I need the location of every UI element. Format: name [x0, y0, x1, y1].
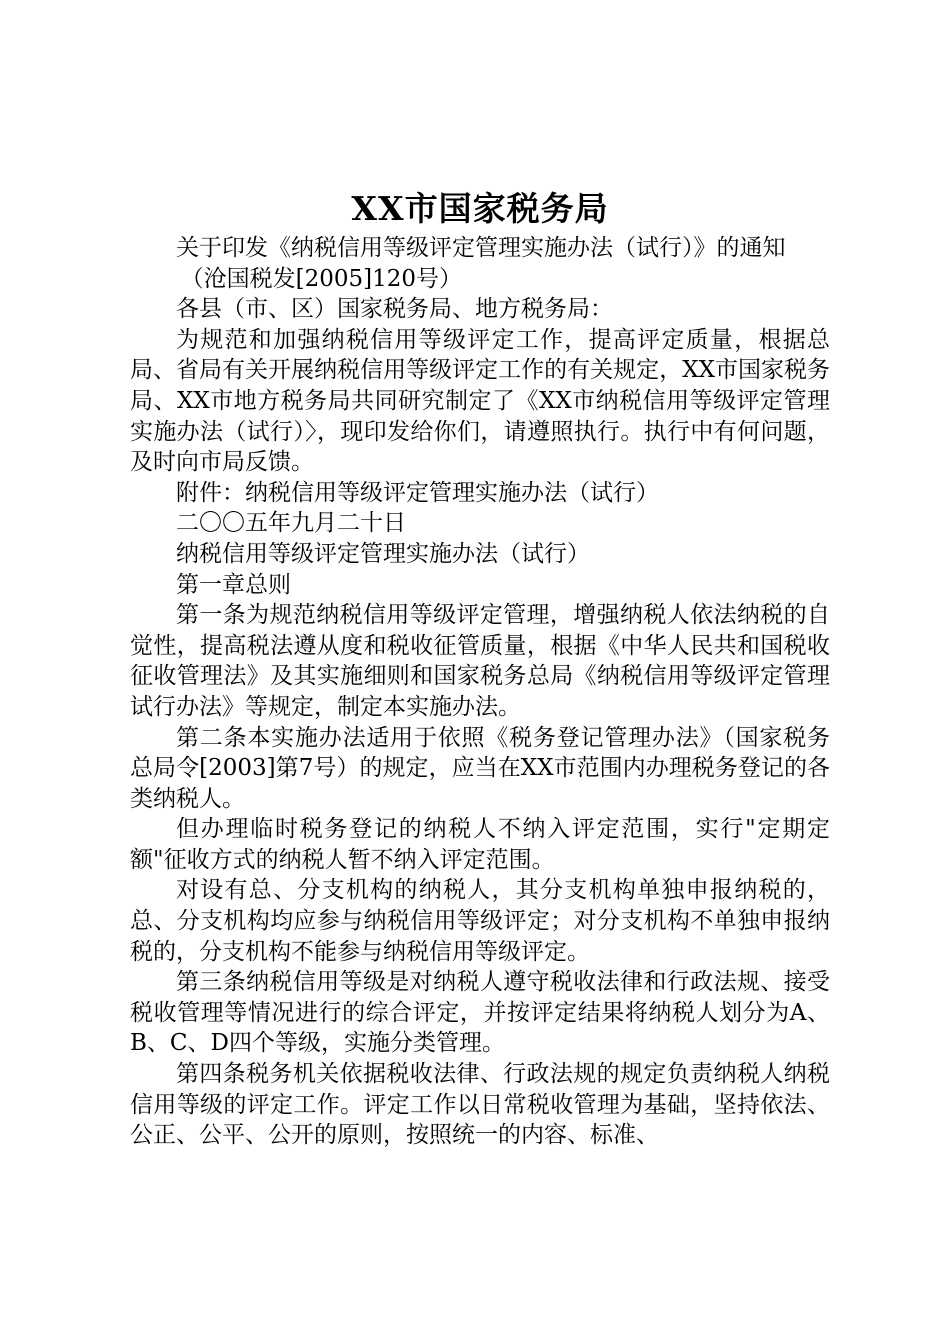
- article-3: 第三条纳税信用等级是对纳税人遵守税收法律和行政法规、接受税收管理等情况进行的综合评定，并按评定结果将纳税人划分为A、B、C、D四个等级，实施分类管理。: [130, 969, 830, 1057]
- chapter-heading: 第一章总则: [176, 571, 291, 598]
- issue-date: 二〇〇五年九月二十日: [176, 510, 406, 537]
- article-1: 第一条为规范纳税信用等级评定管理，增强纳税人依法纳税的自觉性，提高税法遵从度和税收征管质量，根据《中华人民共和国税收征收管理法》及其实施细则和国家税务总局《纳税信用等级评定管理试行办法》等规定，制定本实施办法。: [130, 602, 830, 720]
- notice-heading: 关于印发《纳税信用等级评定管理实施办法（试行）》的通知: [176, 235, 786, 261]
- notice-body: 为规范和加强纳税信用等级评定工作，提高评定质量，根据总局、省局有关开展纳税信用等级评定工作的有关规定，XX市国家税务局、XX市地方税务局共同研究制定了《XX市纳税信用等级评定管理实施办法（试行）〉，现印发给你们，请遵照执行。执行中有何问题，及时向市局反馈。: [130, 326, 830, 476]
- document-number: （沧国税发[2005]120号）: [180, 265, 462, 292]
- article-2-exclusion: 但办理临时税务登记的纳税人不纳入评定范围，实行"定期定额"征收方式的纳税人暂不纳入评定范围。: [130, 816, 830, 873]
- attachment-line: 附件：纳税信用等级评定管理实施办法（试行）: [176, 479, 659, 506]
- document-title: XX市国家税务局: [351, 189, 609, 228]
- recipients: 各县（市、区）国家税务局、地方税务局：: [176, 296, 613, 323]
- article-2: 第二条本实施办法适用于依照《税务登记管理办法》（国家税务总局令[2003]第7号）的规定，应当在XX市范围内办理税务登记的各类纳税人。: [130, 724, 830, 812]
- document-page: [130, 185, 830, 1151]
- measures-title: 纳税信用等级评定管理实施办法（试行）: [176, 540, 590, 567]
- article-2-branches: 对设有总、分支机构的纳税人，其分支机构单独申报纳税的，总、分支机构均应参与纳税信用等级评定；对分支机构不单独申报纳税的，分支机构不能参与纳税信用等级评定。: [130, 877, 830, 965]
- article-4: 第四条税务机关依据税收法律、行政法规的规定负责纳税人纳税信用等级的评定工作。评定工作以日常税收管理为基础，坚持依法、公正、公平、公开的原则，按照统一的内容、标准、: [130, 1061, 830, 1149]
